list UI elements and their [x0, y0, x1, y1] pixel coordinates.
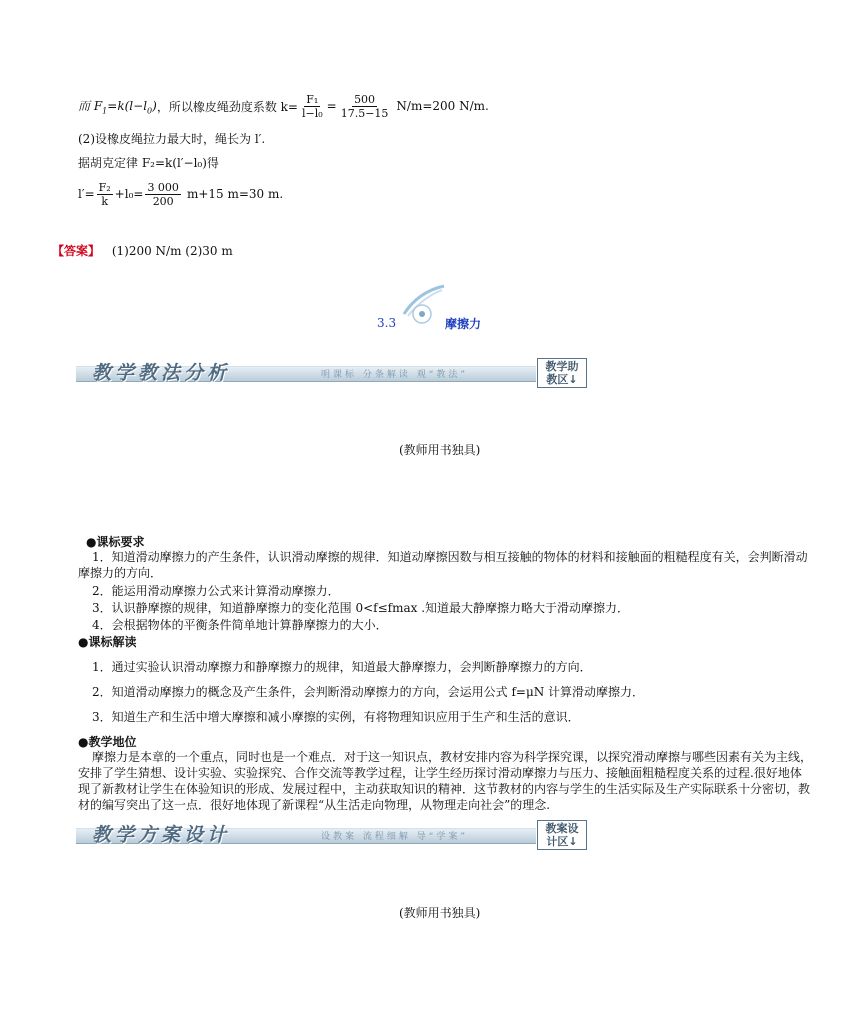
curriculum-requirement-item: 4．会根据物体的平衡条件简单地计算静摩擦力的大小．: [92, 618, 388, 632]
banner-plan-design: [76, 820, 589, 850]
solution-line-1-text: ，所以橡皮绳劲度系数 k=: [156, 99, 298, 114]
section-logo-icon: [398, 284, 446, 328]
teaching-position-text: 摩擦力是本章的一个重点，同时也是一个难点．对于这一知识点，教材安排内容为科学探究课，以探究滑动摩擦与哪些因素有关为主线，安排了学生猜想、设计实验、实验探究、合作交流等教学过程，让学生经历探讨滑动摩擦力与压力、接触面粗糙程度关系的过程.很好地体现了新教材让学生在体验知识的形成、发展过程中，主动获取知识的精神．这节教材的内容与学生的生活实际及生产实际联系十分密切，教材的编写突出了这一点．很好地体现了新课程“从生活走向物理，从物理走向社会”的理念.: [78, 750, 813, 812]
curriculum-interpretation-item: 1．通过实验认识滑动摩擦力和静摩擦力的规律，知道最大静摩擦力，会判断静摩擦力的方向．: [92, 660, 592, 674]
solution-line-4: l′= $\frac{\text{F₂}}{k}$ +l₀= $\frac{3 000}{200}$ m+15 m=30 m.: [78, 180, 284, 208]
fraction-500: $\frac{500}{17.5-15}$: [340, 92, 389, 120]
banner-title: 教学方案设计: [92, 824, 231, 846]
answer-line: [52, 242, 233, 259]
curriculum-requirement-item: 3．认识静摩擦的规律，知道静摩擦力的变化范围 0<f≤fmax .知道最大静摩擦力略大于滑动摩擦力．: [92, 601, 630, 615]
curriculum-interpretation-heading: ●课标解读: [78, 635, 137, 649]
curriculum-requirement-item: 2．能运用滑动摩擦力公式来计算滑动摩擦力．: [92, 584, 340, 598]
teacher-only-note: (教师用书独具): [399, 443, 481, 457]
section-title: 摩擦力: [445, 317, 482, 331]
fraction-f2-k: $\frac{\text{F₂}}{k}$: [98, 180, 111, 208]
banner-tag: 教学助 教区↓: [537, 358, 587, 388]
answer-label: 【答案】: [52, 244, 101, 258]
solution-line-1: 而 $F_1=k(l-l_0)$ ，所以橡皮绳劲度系数 k= $\frac{\text{F₁}}{\text{l−l₀}}$ = $\frac{500}{17.5-15}$ N/m=200 N/m.: [78, 92, 489, 120]
banner-title: 教学教法分析: [92, 362, 231, 384]
banner-tag: 教案设 计区↓: [537, 820, 587, 850]
curriculum-interpretation-item: 3．知道生产和生活中增大摩擦和减小摩擦的实例，有将物理知识应用于生产和生活的意识．: [92, 710, 580, 724]
curriculum-interpretation-item: 2．知道滑动摩擦力的概念及产生条件，会判断滑动摩擦力的方向，会运用公式 f=μN 计算滑动摩擦力．: [92, 685, 645, 699]
banner-subtitle: 设教案 流程细解 导“学案”: [321, 832, 469, 842]
solution-line-3: 据胡克定律 F₂=k(l′−l₀)得: [78, 156, 219, 170]
curriculum-requirement-item: 1．知道滑动摩擦力的产生条件，认识滑动摩擦的规律．知道动摩擦因数与相互接触的物体的材料和接触面的粗糙程度有关，会判断滑动摩擦力的方向．: [78, 550, 808, 580]
teacher-only-note: (教师用书独具): [399, 906, 481, 920]
section-number: 3.3: [377, 316, 397, 330]
teaching-position-heading: ●教学地位: [78, 735, 137, 749]
curriculum-requirement-heading: ●课标要求: [86, 535, 145, 549]
banner-teaching-analysis: [76, 358, 589, 388]
fraction-f1: $\frac{\text{F₁}}{\text{l−l₀}}$: [301, 92, 323, 120]
solution-line-1-result: N/m=200 N/m.: [396, 99, 489, 113]
answer-text: (1)200 N/m (2)30 m: [111, 244, 233, 258]
banner-subtitle: 明课标 分条解读 观“教法”: [321, 370, 469, 380]
fraction-3000: $\frac{3 000}{200}$: [147, 180, 179, 208]
solution-line-2: (2)设橡皮绳拉力最大时，绳长为 l′.: [78, 132, 266, 146]
